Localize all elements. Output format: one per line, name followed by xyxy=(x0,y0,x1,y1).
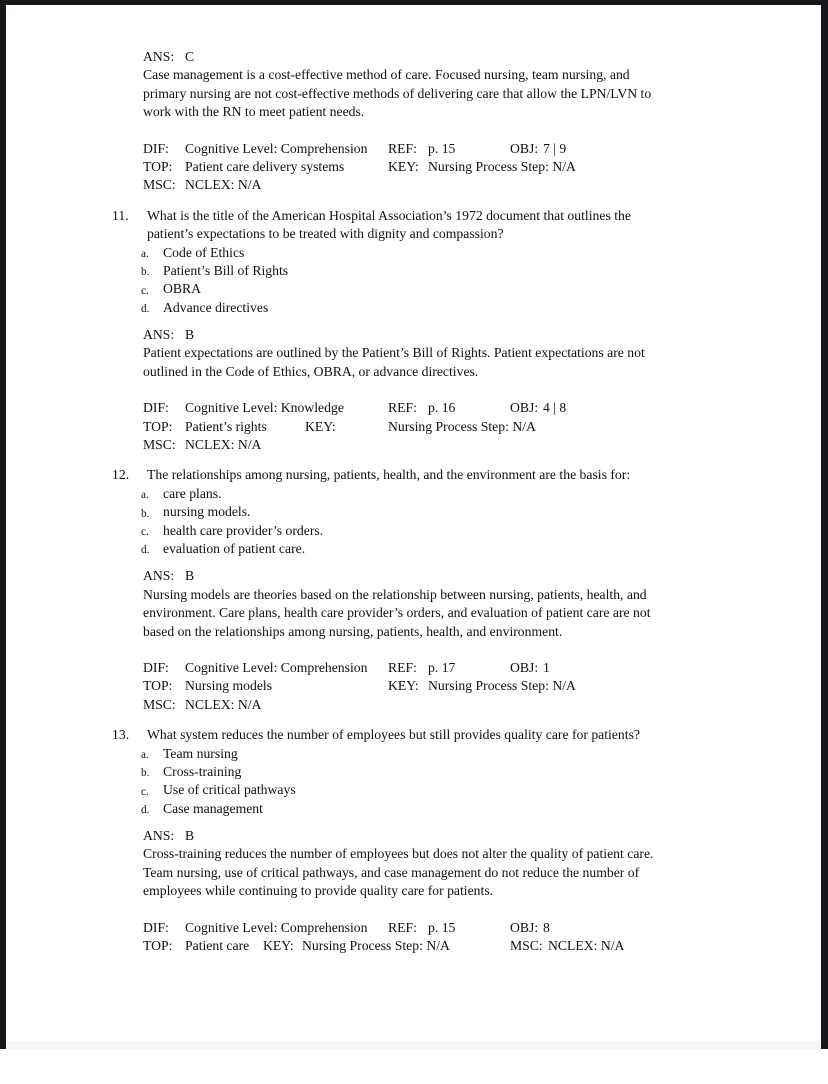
obj-label: OBJ: xyxy=(510,919,539,935)
answer-block-q10 xyxy=(0,48,828,195)
top-value: Patient care xyxy=(185,938,250,954)
top-label: TOP: xyxy=(143,938,173,954)
obj-label: OBJ: xyxy=(510,400,539,416)
key-value: Nursing Process Step: N/A xyxy=(388,418,536,434)
option-text: OBRA xyxy=(163,281,202,297)
dif-value: Cognitive Level: Knowledge xyxy=(185,400,344,416)
top-label: TOP: xyxy=(143,418,173,434)
answer-label: ANS: xyxy=(143,568,175,584)
option-letter: d. xyxy=(141,303,150,316)
meta-line xyxy=(0,919,828,937)
option-text: nursing models. xyxy=(163,504,251,520)
option-letter: d. xyxy=(141,544,150,557)
answer-line xyxy=(0,326,828,344)
question-text-line: patient’s expectations to be treated with dignity and compassion? xyxy=(147,226,504,242)
option-text: evaluation of patient care. xyxy=(163,540,306,556)
question-12 xyxy=(0,466,828,714)
meta-line xyxy=(0,436,828,454)
question-number: 13. xyxy=(112,727,130,743)
answer-block-q12 xyxy=(0,567,828,714)
question-head xyxy=(0,207,828,225)
rationale xyxy=(0,66,828,121)
ref-label: REF: xyxy=(388,659,417,675)
ref-label: REF: xyxy=(388,919,417,935)
obj-value: 4 | 8 xyxy=(543,400,567,416)
key-label: KEY: xyxy=(263,938,294,954)
option-letter: d. xyxy=(141,804,150,817)
dif-value: Cognitive Level: Comprehension xyxy=(185,659,368,675)
answer-value: C xyxy=(185,49,195,64)
option-a xyxy=(0,244,828,262)
option-letter: b. xyxy=(141,767,150,780)
meta-block xyxy=(0,399,828,454)
option-letter: c. xyxy=(141,284,149,297)
option-d xyxy=(0,800,828,818)
ref-value: p. 17 xyxy=(428,659,456,675)
meta-line xyxy=(0,399,828,417)
option-d xyxy=(0,540,828,558)
option-text: Code of Ethics xyxy=(163,244,245,260)
question-text-line: The relationships among nursing, patients, health, and the environment are the basis for: xyxy=(147,467,631,483)
ref-label: REF: xyxy=(388,400,417,416)
msc-value: NCLEX: N/A xyxy=(185,177,262,193)
answer-value: B xyxy=(185,568,195,584)
rationale-line: Case management is a cost-effective method of care. Focused nursing, team nursing, and xyxy=(143,67,630,83)
ref-value: p. 15 xyxy=(428,919,456,935)
option-letter: a. xyxy=(141,489,149,502)
question-11 xyxy=(0,207,828,455)
dif-label: DIF: xyxy=(143,140,169,156)
viewport-bottom-strip xyxy=(0,1041,828,1049)
msc-value: NCLEX: N/A xyxy=(185,696,262,712)
option-text: health care provider’s orders. xyxy=(163,522,324,538)
option-c xyxy=(0,781,828,799)
rationale-line: Cross-training reduces the number of employees but does not alter the quality of patient care. xyxy=(143,846,654,862)
dif-value: Cognitive Level: Comprehension xyxy=(185,919,368,935)
msc-label: MSC: xyxy=(510,938,543,954)
obj-label: OBJ: xyxy=(510,140,539,156)
rationale-line: environment. Care plans, health care provider’s orders, and evaluation of patient care are not xyxy=(143,605,651,621)
msc-value: NCLEX: N/A xyxy=(548,938,625,954)
dif-label: DIF: xyxy=(143,919,169,935)
meta-line xyxy=(0,937,828,955)
option-text: Advance directives xyxy=(163,299,269,315)
rationale-line: work with the RN to meet patient needs. xyxy=(143,104,365,120)
rationale-line: outlined in the Code of Ethics, OBRA, or advance directives. xyxy=(143,363,479,379)
rationale-line: Nursing models are theories based on the relationship between nursing, patients, health, and xyxy=(143,586,647,602)
meta-line xyxy=(0,158,828,176)
answer-line xyxy=(0,48,828,66)
option-letter: b. xyxy=(141,507,150,520)
question-number: 12. xyxy=(112,467,130,483)
answer-label: ANS: xyxy=(143,49,175,64)
rationale-line: based on the relationships among nursing, patients, health, and environment. xyxy=(143,623,563,639)
top-value: Nursing models xyxy=(185,678,273,694)
ref-label: REF: xyxy=(388,140,417,156)
rationale-line: Team nursing, use of critical pathways, and case management do not reduce the number of xyxy=(143,864,640,880)
meta-line xyxy=(0,418,828,436)
option-text: Team nursing xyxy=(163,745,238,761)
viewport-top-edge xyxy=(0,0,828,5)
meta-block xyxy=(0,140,828,195)
meta-line xyxy=(0,140,828,158)
question-text-line: What system reduces the number of employees but still provides quality care for patients? xyxy=(147,727,640,743)
key-label: KEY: xyxy=(388,158,419,174)
option-letter: c. xyxy=(141,526,149,539)
option-text: care plans. xyxy=(163,485,222,501)
top-label: TOP: xyxy=(143,158,173,174)
option-b xyxy=(0,262,828,280)
meta-line xyxy=(0,696,828,714)
obj-value: 7 | 9 xyxy=(543,140,567,156)
ref-value: p. 16 xyxy=(428,400,456,416)
rationale-line: Patient expectations are outlined by the Patient’s Bill of Rights. Patient expectations are not xyxy=(143,345,645,361)
answer-block-q13 xyxy=(0,827,828,955)
option-a xyxy=(0,745,828,763)
dif-label: DIF: xyxy=(143,400,169,416)
key-value: Nursing Process Step: N/A xyxy=(302,938,450,954)
option-text: Patient’s Bill of Rights xyxy=(163,262,289,278)
msc-value: NCLEX: N/A xyxy=(185,437,262,453)
key-value: Nursing Process Step: N/A xyxy=(428,158,576,174)
meta-line xyxy=(0,659,828,677)
dif-value: Cognitive Level: Comprehension xyxy=(185,140,368,156)
rationale-line: employees while continuing to provide quality care for patients. xyxy=(143,883,494,899)
ref-value: p. 15 xyxy=(428,140,456,156)
obj-value: 1 xyxy=(543,659,550,675)
viewport-left-edge xyxy=(0,0,6,1049)
answer-line xyxy=(0,567,828,585)
answer-block-q11 xyxy=(0,326,828,454)
dif-label: DIF: xyxy=(143,659,169,675)
meta-block xyxy=(0,659,828,714)
viewport-right-edge xyxy=(821,0,828,1049)
top-label: TOP: xyxy=(143,678,173,694)
answer-label: ANS: xyxy=(143,828,175,844)
option-b xyxy=(0,763,828,781)
option-letter: a. xyxy=(141,749,149,761)
option-text: Use of critical pathways xyxy=(163,782,296,798)
option-c xyxy=(0,280,828,298)
obj-value: 8 xyxy=(543,919,550,935)
option-a xyxy=(0,485,828,503)
question-number: 11. xyxy=(112,207,129,223)
answer-value: B xyxy=(185,828,195,844)
question-13 xyxy=(0,726,828,955)
msc-label: MSC: xyxy=(143,437,176,453)
option-b xyxy=(0,503,828,521)
key-label: KEY: xyxy=(305,418,336,434)
key-label: KEY: xyxy=(388,678,419,694)
option-c xyxy=(0,522,828,540)
meta-block xyxy=(0,919,828,956)
meta-line xyxy=(0,677,828,695)
option-text: Case management xyxy=(163,800,263,816)
meta-line xyxy=(0,176,828,194)
option-text: Cross-training xyxy=(163,763,242,779)
msc-label: MSC: xyxy=(143,177,176,193)
obj-label: OBJ: xyxy=(510,659,539,675)
option-letter: b. xyxy=(141,266,150,279)
rationale-line: primary nursing are not cost-effective methods of delivering care that allow the LPN/LVN to xyxy=(143,85,652,101)
option-d xyxy=(0,299,828,317)
answer-line xyxy=(0,827,828,845)
question-text-line: What is the title of the American Hospital Association’s 1972 document that outlines the xyxy=(147,207,631,223)
answer-label: ANS: xyxy=(143,327,175,343)
answer-value: B xyxy=(185,327,195,343)
msc-label: MSC: xyxy=(143,696,176,712)
top-value: Patient care delivery systems xyxy=(185,158,345,174)
top-value: Patient’s rights xyxy=(185,418,267,434)
option-letter: a. xyxy=(141,248,149,261)
key-value: Nursing Process Step: N/A xyxy=(428,678,576,694)
question-head xyxy=(0,726,828,744)
question-head xyxy=(0,466,828,484)
option-letter: c. xyxy=(141,785,149,798)
